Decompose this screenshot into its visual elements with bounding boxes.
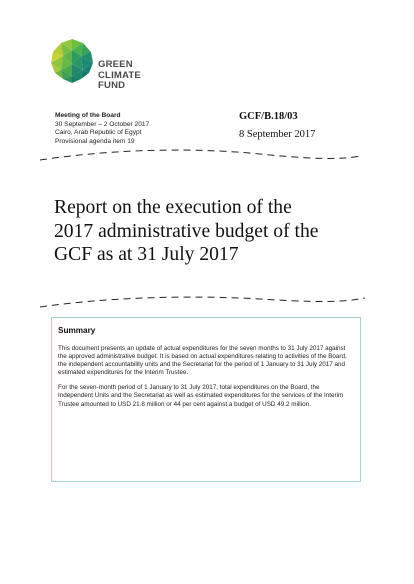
globe-icon — [50, 38, 94, 84]
document-date: 8 September 2017 — [239, 129, 316, 140]
document-code: GCF/B.18/03 — [239, 111, 298, 122]
meeting-location: Cairo, Arab Republic of Egypt — [55, 129, 142, 137]
meeting-name: Meeting of the Board — [55, 112, 121, 119]
logo-line-1: GREEN — [98, 59, 133, 70]
title-line-3: GCF as at 31 July 2017 — [54, 244, 239, 265]
document-title — [54, 196, 374, 267]
logo-wordmark — [98, 60, 141, 92]
agenda-item: Provisional agenda item 19 — [55, 137, 135, 145]
wave-divider-bottom — [0, 293, 414, 313]
summary-heading: Summary — [58, 326, 96, 335]
logo-line-3: FUND — [98, 80, 126, 91]
logo-line-2: CLIMATE — [98, 69, 141, 81]
summary-box — [51, 317, 361, 482]
meeting-info — [55, 112, 149, 146]
meeting-dates: 30 September – 2 October 2017 — [55, 120, 150, 128]
gcf-logo — [50, 38, 154, 96]
title-line-2: 2017 administrative budget of the — [54, 220, 319, 242]
summary-paragraph-1: This document presents an update of actual expenditures for the seven months to 31 July 2017 against the approved administrative budget. It is based on actual expenditures relating to activities of the Board, the independent accountability units and the Secretariat for the period of 1 January to 31 July 2017 and estimated expenditures for the Interim Trustee. — [58, 345, 347, 377]
title-line-1: Report on the execution of the — [54, 197, 292, 218]
summary-paragraph-2: For the seven-month period of 1 January to 31 July 2017, total expenditures on the Board, the Independent Units and the Secretariat as well as estimated expenditures for the services of the Interim Trustee amounted to USD 21.8 million or 44 per cent against a budget of USD 49.2 million. — [58, 384, 344, 408]
wave-divider-top — [0, 148, 414, 168]
